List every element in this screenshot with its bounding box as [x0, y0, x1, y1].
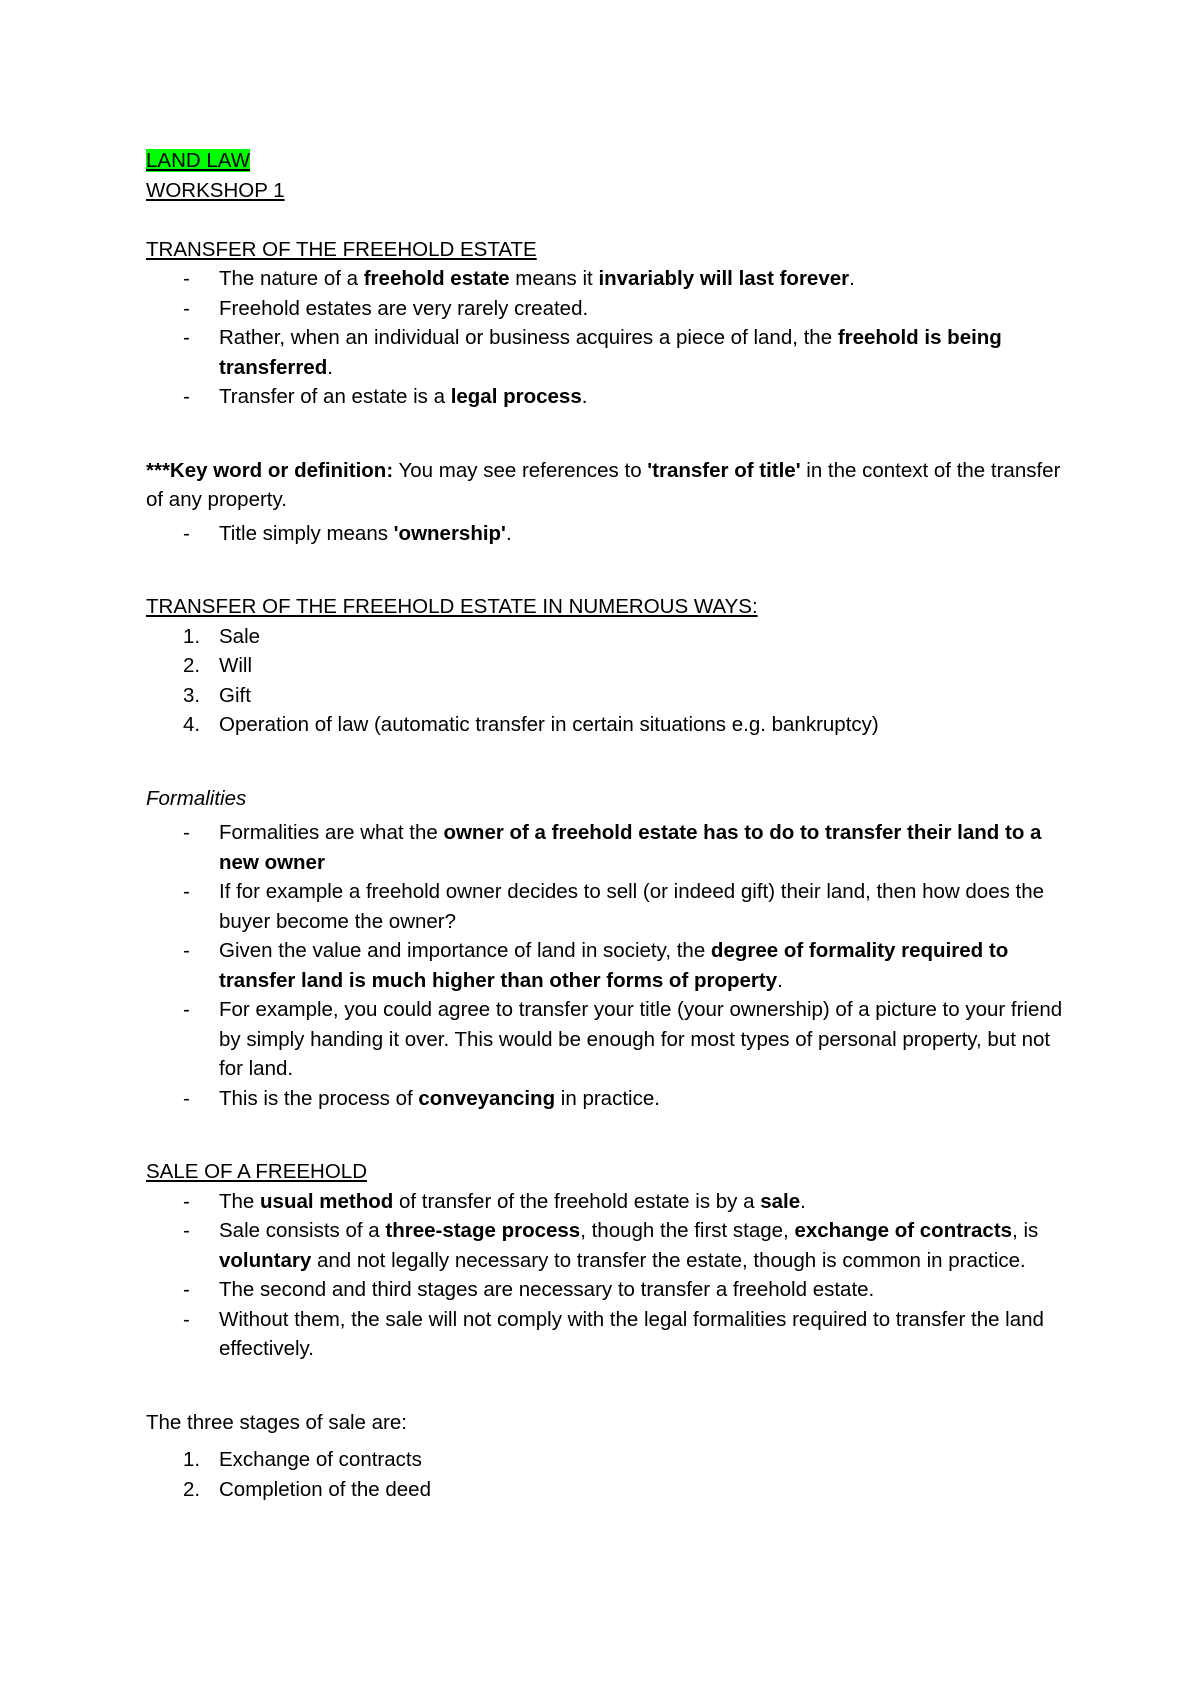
list-item: - If for example a freehold owner decides to sell (or indeed gift) their land, then how does the buyer become the owner?: [146, 877, 1076, 936]
list-item: - Transfer of an estate is a legal process.: [146, 382, 1076, 412]
list-item: - Given the value and importance of land in society, the degree of formality required to transfer land is much higher than other forms of property.: [146, 936, 1076, 995]
list-item: - Rather, when an individual or business acquires a piece of land, the freehold is being transferred.: [146, 323, 1076, 382]
document-body: [146, 146, 1076, 1504]
sale-bullet-list: [146, 1187, 1076, 1364]
formalities-heading: Formalities: [146, 786, 247, 810]
doc-subtitle: WORKSHOP 1: [146, 178, 285, 202]
list-item: - Sale consists of a three-stage process, though the first stage, exchange of contracts, is voluntary and not legally necessary to transfer the estate, though is common in practice.: [146, 1216, 1076, 1275]
list-item: 2. Will: [183, 654, 253, 677]
list-item: - This is the process of conveyancing in practice.: [146, 1084, 1076, 1114]
list-item: - For example, you could agree to transfer your title (your ownership) of a picture to your friend by simply handing it over. This would be enough for most types of personal property, but not for land.: [146, 995, 1076, 1084]
transfer-bullet-list: [146, 264, 1076, 412]
list-item: - Formalities are what the owner of a freehold estate has to do to transfer their land to a new owner: [146, 818, 1076, 877]
list-item: - Without them, the sale will not comply with the legal formalities required to transfer the land effectively.: [146, 1305, 1076, 1364]
list-item: - Title simply means 'ownership'.: [146, 519, 1076, 549]
list-item: 1. Exchange of contracts: [183, 1448, 422, 1471]
section-heading-sale: SALE OF A FREEHOLD: [146, 1160, 368, 1183]
list-item: 1. Sale: [183, 624, 261, 648]
list-item: - The nature of a freehold estate means it invariably will last forever.: [146, 264, 1076, 294]
list-item: 4. Operation of law (automatic transfer in certain situations e.g. bankruptcy): [183, 713, 879, 736]
key-definition-paragraph: ***Key word or definition: You may see references to 'transfer of title' in the context of the transfer of any property.: [146, 458, 1061, 511]
list-item: - Freehold estates are very rarely created.: [146, 294, 1076, 324]
list-item: 3. Gift: [183, 683, 251, 707]
doc-title: LAND LAW: [146, 149, 251, 172]
stages-intro: The three stages of sale are:: [146, 1410, 407, 1434]
section-heading-transfer: TRANSFER OF THE FREEHOLD ESTATE: [146, 237, 537, 261]
list-item: 2. Completion of the deed: [183, 1477, 431, 1501]
list-item: - The second and third stages are necessary to transfer a freehold estate.: [146, 1275, 1076, 1305]
formalities-bullet-list: [146, 818, 1076, 1113]
ways-numbered-list: [146, 622, 1076, 740]
stages-numbered-list: [146, 1445, 1076, 1504]
list-item: - The usual method of transfer of the freehold estate is by a sale.: [146, 1187, 1076, 1217]
section-heading-ways: TRANSFER OF THE FREEHOLD ESTATE IN NUMEROUS WAYS:: [146, 595, 758, 618]
key-bullet-list: [146, 519, 1076, 549]
